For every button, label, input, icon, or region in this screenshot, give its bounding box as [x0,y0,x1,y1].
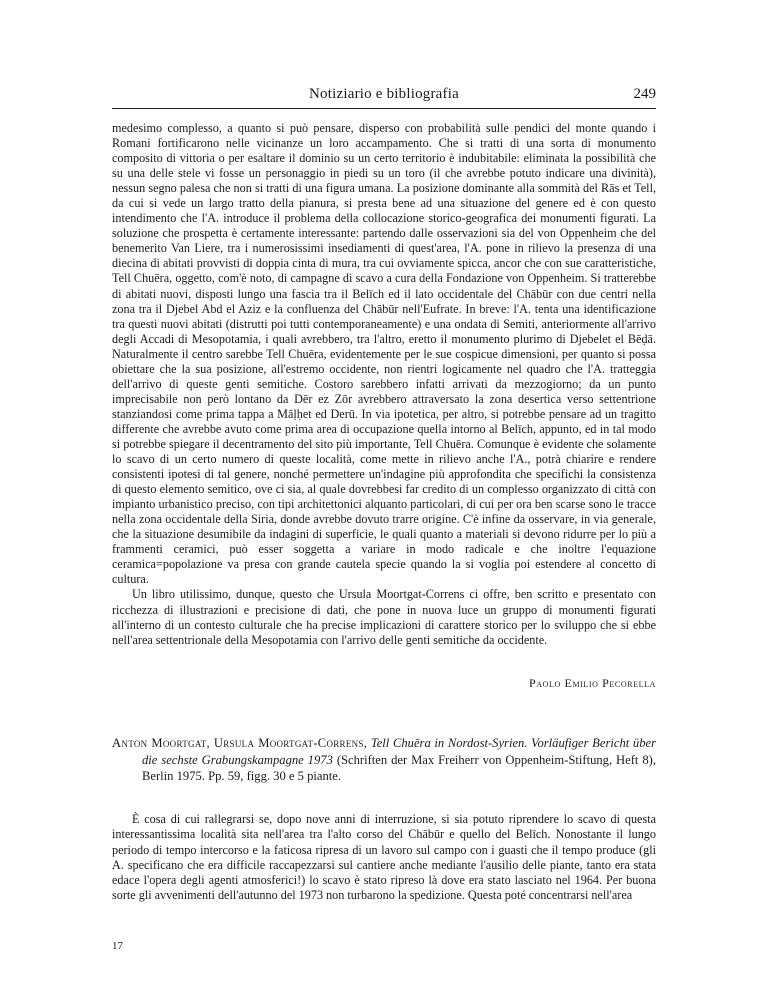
author-signature: Paolo Emilio Pecorella [529,676,656,690]
review-citation [112,735,656,785]
body-paragraph-1: medesimo complesso, a quanto si può pensare, disperso con probabilità sulle pendici del monte quando i Romani fortificarono nelle vicinanze un loro accampamento. Che si tratti di una sorta di monumento composito di vittoria o per esaltare il dominio su un certo territorio è indubitabile: eliminata la possibilità che su una delle stele vi fosse un personaggio in piedi su un toro (il che avrebbe potuto indicare una divinità), nessun segno palesa che non si tratti di una figura umana. La posizione dominante alla sommità del Rās et Tell, da cui si vede un largo tratto della pianura, si presta bene ad una situazione del genere ed è con questo intendimento che l'A. introduce il problema della collocazione storico-geografica dei monumenti figurati. La soluzione che prospetta è certamente interessante: partendo dalle osservazioni sia del von Oppenheim che del benemerito Van Liere, tra i numerosissimi insediamenti di quest'area, l'A. pone in rilievo la presenza di una diecina di abitati provvisti di doppia cinta di mura, tra cui ovviamente spicca, ancor che con sue caratteristiche, Tell Chuēra, oggetto, com'è noto, di campagne di scavo a cura della Fondazione von Oppenheim. Si tratterebbe di abitati nuovi, disposti lungo una fascia tra il Belīch ed il lato occidentale del Chābūr con due centri nella zona tra il Djebel Abd el Aziz e la confluenza del Chābūr nell'Eufrate. In breve: l'A. tenta una identificazione tra questi nuovi abitati (distrutti poi tutti contemporaneamente) e una ondata di Semiti, anteriormente all'arrivo degli Accadi di Mesopotamia, i quali avrebbero, tra l'altro, eretto il monumento plurimo di Djebelet el Bēḍā. Naturalmente il centro sarebbe Tell Chuēra, evidentemente per le sue cospicue dimensioni, per quanto si possa obiettare che la sua posizione, all'estremo occidente, non rientri logicamente nel quadro che l'A. tratteggia dell'arrivo di queste genti semitiche. Costoro sarebbero infatti arrivati da mezzogiorno; da un punto imprecisabile non però lontano da Dēr ez Zōr avrebbero attraversato la zona desertica verso settentrione stanziandosi come prima tappa a Māḷḥet ed Derū. In via ipotetica, per altro, si potrebbe pensare ad un tragitto differente che avrebbe avuto come prima area di occupazione quella intorno al Belīch, appunto, ed in tal modo si potrebbe spiegare il decentramento del sito più importante, Tell Chuēra. Comunque è evidente che solamente lo scavo di un certo numero di queste località, come mette in rilievo anche l'A., potrà chiarire e rendere consistenti ipotesi di tal genere, nonché permettere un'indagine più approfondita che specifichi la consistenza di questo elemento semitico, ove ci sia, al quale dovrebbesi far credito di un complesso organizzato di città con impianto urbanistico preciso, con tipi architettonici alquanto particolari, di cui per ora ben scarse sono le tracce nella zona occidentale della Siria, donde avrebbe dovuto trarre origine. C'è infine da osservare, in via generale, che la situazione desumibile da indagini di superficie, le quali quanto a materiali si devono ridurre per lo più a frammenti ceramici, può esser soggetta a variare in modo radicale e che inoltre l'equazione ceramica=popolazione va presa con grande cautela specie quando la si voglia poi estendere al concetto di cultura. [112,121,656,587]
main-text [112,121,656,648]
body-paragraph-2: Un libro utilissimo, dunque, questo che Ursula Moortgat-Correns ci offre, ben scritto e presentato con ricchezza di illustrazioni e precisione di dati, che pone in nuova luce un gruppo di monumenti figurati all'interno di un contesto culturale che ha precise implicazioni di carattere storico per lo sviluppo che si ebbe nell'area settentrionale della Mesopotamia con l'arrivo delle genti semitiche da occidente. [112,587,656,647]
signature-mark: 17 [112,940,123,952]
running-header [112,84,656,109]
review-title: Tell Chuēra in Nordost-Syrien. Vorläufiger Bericht über die sechste Grabungskampagne 1973 [142,736,656,767]
review-publication: (Schriften der Max Freiherr von Oppenheim-Stiftung, Heft 8), Berlin 1975. Pp. 59, figg. 30 e 5 piante. [142,752,656,784]
citation-line [112,735,656,785]
running-title: Notiziario e bibliografia [309,86,459,102]
review-paragraph: È cosa di cui rallegrarsi se, dopo nove anni di interruzione, si sia potuto riprendere lo scavo di questa interessantissima località sita nell'area tra l'alto corso del Chābūr e quello del Belīch. Nonostante il lungo periodo di tempo intercorso e la faticosa ripresa di un lavoro sul campo con i guasti che il tempo produce (gli A. specificano che era difficile raccapezzarsi sul cantiere anche mediante l'ausilio delle piante, tanto era stata edace l'opera degli agenti atmosferici!) lo scavo è stato ripreso là dove era stato lasciato nel 1964. Per buona sorte gli avvenimenti dell'autunno del 1973 non turbarono la spedizione. Questa poté concentrarsi nell'area [112,812,656,903]
review-text [112,812,656,904]
page-number: 249 [633,86,656,102]
review-authors: Anton Moortgat, Ursula Moortgat-Correns, [112,736,368,750]
